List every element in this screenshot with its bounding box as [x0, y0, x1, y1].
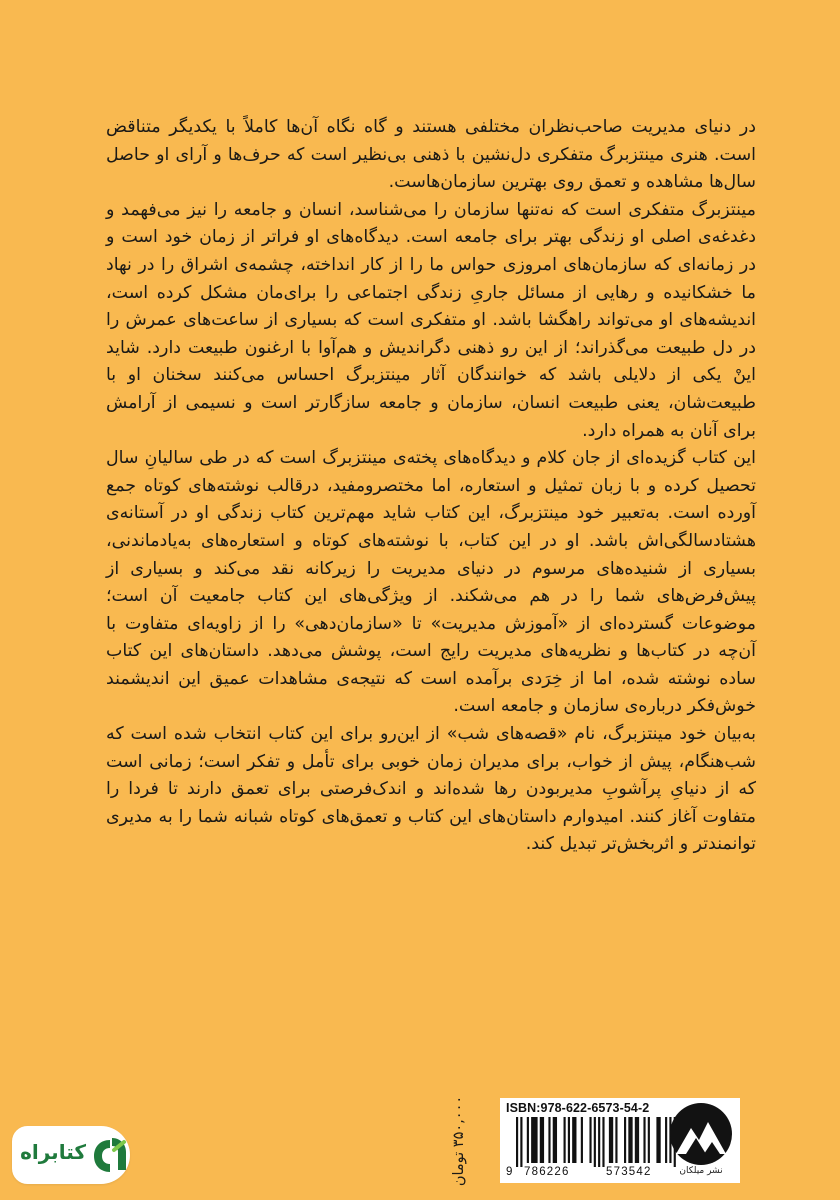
price-label: ۳۵۰,۰۰۰ تومان	[451, 1095, 467, 1187]
ketabrah-logo-icon	[90, 1134, 130, 1176]
ketabrah-logo-text: کتابراه	[20, 1140, 86, 1164]
paragraph-2: مینتزبرگ متفکری است که نه‌تنها سازمان را می‌شناسد، انسان و جامعه را نیز می‌فهمد و دغدغه‌ی اصلی او زندگی بهتر برای جامعه است. دیدگاه‌های او فراتر از زمان خود است و در زمانه‌ای که سازمان‌های امروزی حواس ما را از کار انداخته، چشمه‌ی اشراق را در نهاد ما خشکانیده و رهایی از مسائل جاریِ زندگی اجتماعی را برای‌مان مشکل کرده است، اندیشه‌های او می‌تواند راهگشا باشد. او متفکری است که بسیاری از ساعت‌های عمرش را در دل طبیعت می‌گذراند؛ از این رو ذهنی دگراندیش و هم‌آوا با ارغنون طبیعت دارد. شاید اینْ یکی از دلایلی باشد که خوانندگان آثار مینتزبرگ احساس می‌کنند سخنان او با طبیعت‌شان، یعنی طبیعت انسان، سازمان و جامعه سازگارتر است و نسیمی از آرامش برای آنان به همراه دارد.	[106, 199, 756, 441]
back-cover-text	[106, 114, 756, 859]
barcode-icon	[506, 1117, 682, 1167]
barcode-digit-group-left: 786226	[524, 1166, 570, 1178]
paragraph-3: این کتاب گزیده‌ای از جان کلام و دیدگاه‌های پخته‌ی مینتزبرگ است که در طی سالیانِ سال تحصیل کرده و با زبان تمثیل و استعاره، اما مختصرومفید، درقالب نوشته‌های کوتاه جمع آورده است. به‌تعبیر خود مینتزبرگ، این کتاب شاید مهم‌ترین کتاب زندگی او در آستانه‌ی هشتادسالگی‌اش باشد. او در این کتاب، با نوشته‌های کوتاه و استعاره‌های به‌یادماندنی، بسیاری از شنیده‌های مرسوم در دنیای مدیریت را زیرکانه نقد می‌کند و بسیاری از پیش‌فرض‌های شما را در هم می‌شکند. از ویژگی‌های این کتاب جامعیت آن است؛ موضوعات گسترده‌ای از «آموزش مدیریت» تا «سازمان‌دهی» را از زاویه‌ای متفاوت با آن‌چه در کتاب‌ها و نظریه‌های مدیریت رایج است، پوشش می‌دهد. داستان‌های این کتاب ساده نوشته شده، اما از خِرَدی برآمده است که نتیجه‌ی مشاهدات عمیق این اندیشمند خوش‌فکر درباره‌ی سازمان و جامعه است.	[106, 448, 756, 717]
ketabrah-watermark-badge	[12, 1126, 130, 1184]
publisher-name: نشر میلکان	[679, 1166, 723, 1176]
paragraph-4: به‌بیان خود مینتزبرگ، نام «قصه‌های شب» از این‌رو برای این کتاب انتخاب شده است که شب‌هنگام، پیش از خواب، برای مدیران زمان خوبی برای تأمل و تفکر است؛ زمانی است که از دنیایِ پرآشوبِ مدیربودن رها شده‌اند و اندک‌فرصتی برای تعمق دارند تا فردا را متفاوت آغاز کنند. امیدوارم داستان‌های این کتاب و تعمق‌های کوتاه شبانه شما را به مدیری توانمندتر و اثربخش‌تر تبدیل کند.	[106, 724, 756, 855]
barcode-lead-digit: 9	[506, 1166, 513, 1178]
barcode-digit-group-right: 573542	[606, 1166, 652, 1178]
paragraph-1: در دنیای مدیریت صاحب‌نظران مختلفی هستند و گاه نگاه آن‌ها کاملاً با یکدیگر متناقض است. هنری مینتزبرگ متفکری دل‌نشین با ذهنی بی‌نظیر است که حرف‌ها و آرای او حاصل سال‌ها مشاهده و تعمق روی بهترین سازمان‌هاست.	[106, 117, 756, 193]
isbn-number: ISBN:978-622-6573-54-2	[506, 1101, 650, 1115]
